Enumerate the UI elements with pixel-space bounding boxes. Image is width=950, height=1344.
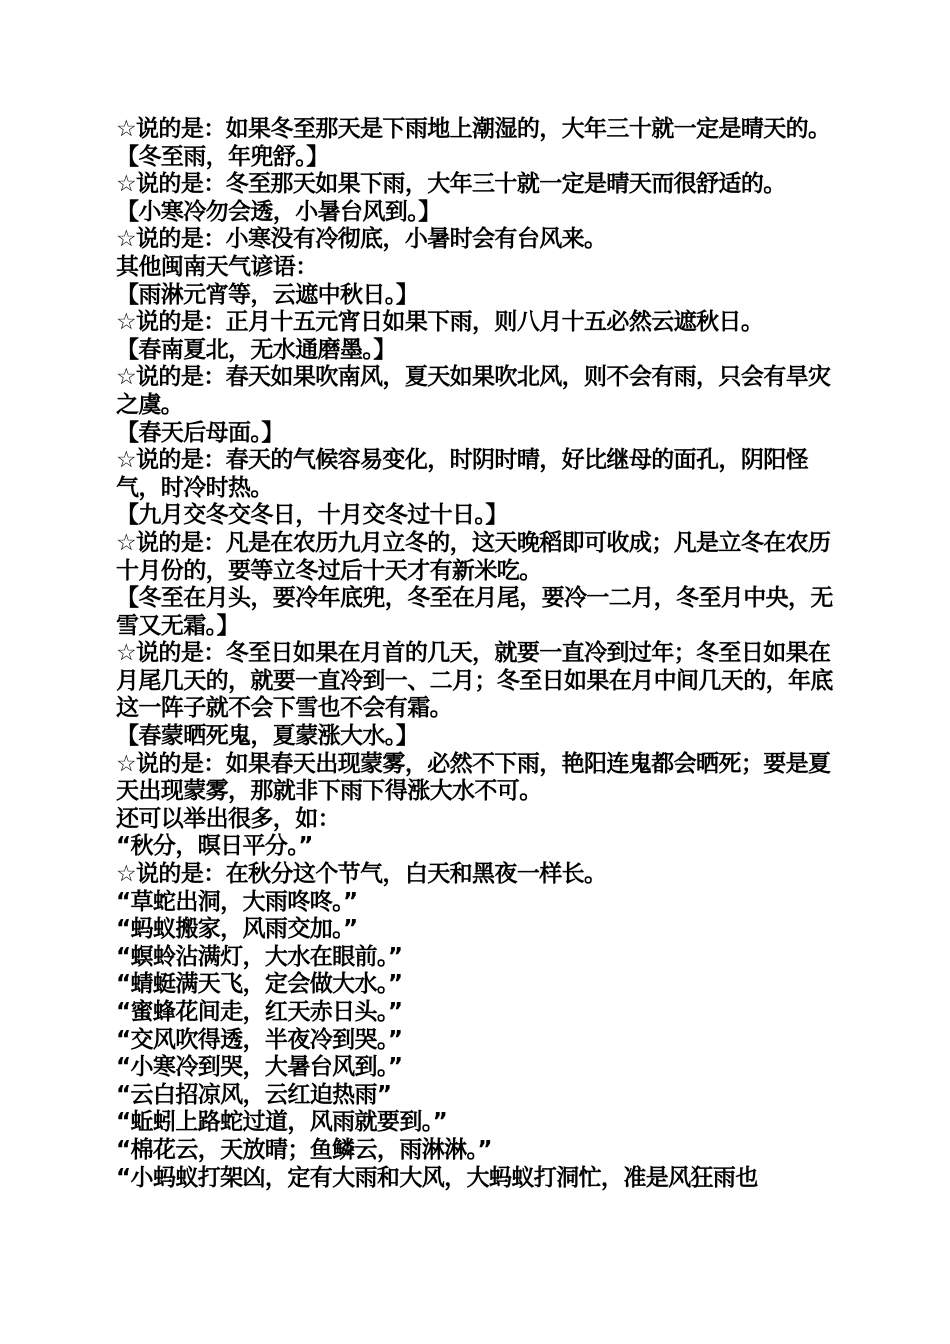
paragraph: 还可以举出很多，如： bbox=[116, 805, 341, 832]
proverb-heading: 【九月交冬交冬日，十月交冬过十日。】 bbox=[116, 502, 508, 529]
proverb-quote: “蚂蚁搬家，风雨交加。” bbox=[116, 916, 358, 943]
proverb-quote: “蚯蚓上路蛇过道，风雨就要到。” bbox=[116, 1109, 448, 1136]
paragraph: ☆说的是：如果春天出现蒙雾，必然不下雨，艳阳连鬼都会晒死；要是夏天出现蒙雾，那就非下雨下得涨大水不可。 bbox=[116, 750, 831, 805]
paragraph: ☆说的是：正月十五元宵日如果下雨，则八月十五必然云遮秋日。 bbox=[116, 309, 764, 336]
paragraph: ☆说的是：冬至那天如果下雨，大年三十就一定是晴天而很舒适的。 bbox=[116, 171, 786, 198]
proverb-quote: “云白招凉风，云红迫热雨” bbox=[116, 1081, 392, 1108]
paragraph: ☆说的是：小寒没有冷彻底，小暑时会有台风来。 bbox=[116, 226, 607, 253]
proverb-heading: 【小寒冷勿会透，小暑台风到。】 bbox=[116, 198, 441, 225]
proverb-quote: “蜻蜓满天飞，定会做大水。” bbox=[116, 971, 403, 998]
proverb-quote: “草蛇出洞，大雨咚咚。” bbox=[116, 888, 358, 915]
proverb-heading: 【雨淋元宵等，云遮中秋日。】 bbox=[116, 281, 419, 308]
paragraph: ☆说的是：如果冬至那天是下雨地上潮湿的，大年三十就一定是晴天的。 bbox=[116, 116, 831, 142]
proverb-heading: 【春天后母面。】 bbox=[116, 419, 284, 446]
proverb-heading: 【冬至雨，年兜舒。】 bbox=[116, 143, 329, 170]
paragraph: ☆说的是：春天如果吹南风，夏天如果吹北风，则不会有雨，只会有旱灾之虞。 bbox=[116, 364, 831, 418]
paragraph: ☆说的是：凡是在农历九月立冬的，这天晚稻即可收成；凡是立冬在农历十月份的，要等立冬过后十天才有新米吃。 bbox=[116, 529, 831, 584]
proverb-heading: 【春蒙晒死鬼，夏蒙涨大水。】 bbox=[116, 723, 419, 750]
proverb-quote: “交风吹得透，半夜冷到哭。” bbox=[116, 1026, 403, 1053]
proverb-quote: “棉花云，天放晴；鱼鳞云，雨淋淋。” bbox=[116, 1136, 492, 1163]
document-page bbox=[116, 116, 842, 1192]
proverb-quote: “秋分，暝日平分。” bbox=[116, 833, 313, 860]
proverb-quote: “螟蛉沾满灯，大水在眼前。” bbox=[116, 943, 403, 970]
paragraph: ☆说的是：在秋分这个节气，白天和黑夜一样长。 bbox=[116, 861, 607, 888]
paragraph: ☆说的是：冬至日如果在月首的几天，就要一直冷到过年；冬至日如果在月尾几天的，就要一直冷到一、二月；冬至日如果在月中间几天的，年底这一阵子就不会下雪也不会有霜。 bbox=[116, 640, 833, 722]
paragraph: ☆说的是：春天的气候容易变化，时阴时晴，好比继母的面孔，阴阳怪气，时冷时热。 bbox=[116, 447, 809, 501]
proverb-quote: “小寒冷到哭，大暑台风到。” bbox=[116, 1054, 403, 1081]
proverb-heading: 【冬至在月头，要冷年底兜，冬至在月尾，要冷一二月，冬至月中央，无雪又无霜。】 bbox=[116, 585, 833, 639]
proverb-heading: 【春南夏北，无水通磨墨。】 bbox=[116, 336, 396, 363]
section-heading: 其他闽南天气谚语： bbox=[116, 253, 318, 280]
proverb-quote: “蜜蜂花间走，红天赤日头。” bbox=[116, 999, 403, 1025]
proverb-quote: “小蚂蚁打架凶，定有大雨和大风，大蚂蚁打洞忙，准是风狂雨也 bbox=[116, 1164, 758, 1191]
